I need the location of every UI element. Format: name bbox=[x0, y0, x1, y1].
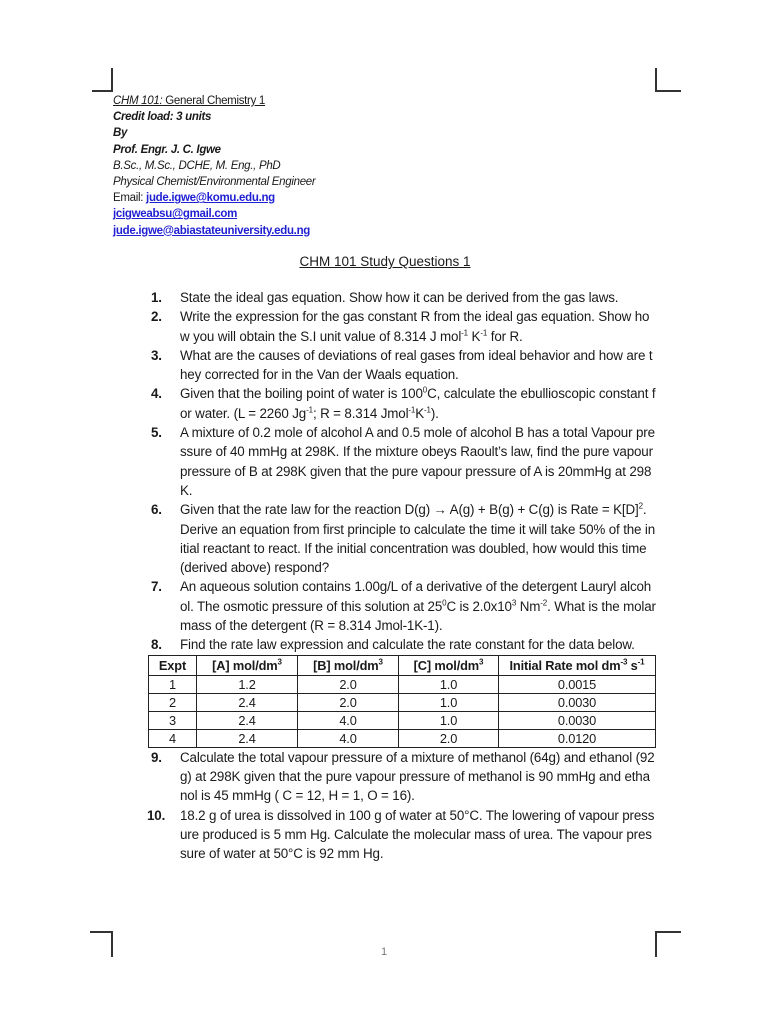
crop-mark-top-left bbox=[92, 68, 113, 92]
question-text: What are the causes of deviations of real gases from ideal behavior and how are they corrected for in the Van der Waals equation. bbox=[180, 347, 653, 383]
col-header-c: [C] mol/$dm^3$ bbox=[399, 655, 499, 675]
table-cell: 2.4 bbox=[197, 729, 298, 747]
question-number: 9. bbox=[151, 749, 162, 765]
question-number: 4. bbox=[151, 386, 162, 402]
question-number: 2. bbox=[151, 309, 162, 325]
question-7 bbox=[151, 577, 657, 635]
email-label: Email: bbox=[113, 192, 147, 205]
table-cell: 0.0030 bbox=[499, 693, 656, 711]
table-row bbox=[149, 729, 656, 747]
table-row bbox=[149, 693, 656, 711]
author-role: Physical Chemist/Environmental Engineer bbox=[113, 176, 316, 189]
table-cell: 1.0 bbox=[399, 675, 499, 693]
question-text: Calculate the total vapour pressure of a mixture of methanol (64g) and ethanol (92g) at 298K given that the pure vapour pressure of methanol is 90 mmHg and ethanol is 45 mmHg ( C = 12, H = 1, O = 16). bbox=[180, 749, 655, 804]
table-cell: 2.0 bbox=[298, 693, 399, 711]
rate-data-table bbox=[148, 655, 656, 748]
question-text: 18.2 g of urea is dissolved in 100 g of water at 50°C. The lowering of vapour pressure produced is 5 mm Hg. Calculate the molecular mass of urea. The vapour pressure of water at 50°C is 92 mm Hg. bbox=[180, 807, 655, 862]
email-link-3[interactable]: jude.igwe@abiastateuniversity.edu.ng bbox=[113, 224, 311, 237]
table-cell: 2.4 bbox=[197, 693, 298, 711]
table-cell: 4 bbox=[149, 729, 197, 747]
col-header-b: [B] mol/$dm^3$ bbox=[298, 655, 399, 675]
table-cell: 0.0120 bbox=[499, 729, 656, 747]
col-header-rate: Initial Rate mol $dm^{-3}$ $s^{-1}$ bbox=[499, 655, 656, 675]
table-cell: 1.2 bbox=[197, 675, 298, 693]
question-list bbox=[147, 288, 657, 863]
question-3 bbox=[151, 346, 657, 385]
question-number: 8. bbox=[151, 637, 162, 653]
question-text: Find the rate law expression and calculate the rate constant for the data below. bbox=[180, 637, 635, 653]
table-cell: 2.4 bbox=[197, 711, 298, 729]
question-text: A mixture of 0.2 mole of alcohol A and 0.5 mole of alcohol B has a total Vapour pressure of 40 mmHg at 298K. If the mixture obeys Raoult’s law, find the pure vapour pressure of B at 298K given that the pure vapour pressure of A is 20mmHg at 298K. bbox=[180, 425, 655, 498]
question-8 bbox=[151, 635, 657, 654]
crop-mark-top-right bbox=[655, 68, 681, 92]
question-9 bbox=[151, 748, 657, 806]
table-row bbox=[149, 675, 656, 693]
course-line bbox=[113, 93, 533, 109]
col-header-expt: Expt bbox=[149, 655, 197, 675]
question-number: 3. bbox=[151, 347, 162, 363]
document-title: CHM 101 Study Questions 1 bbox=[299, 254, 471, 269]
table-cell: 0.0015 bbox=[499, 675, 656, 693]
col-header-a: [A] mol/$dm^3$ bbox=[197, 655, 298, 675]
question-number: 10. bbox=[147, 807, 166, 823]
email-link-1[interactable]: jude.igwe@komu.edu.ng bbox=[146, 192, 275, 205]
author-qualifications: B.Sc., M.Sc., DCHE, M. Eng., PhD bbox=[113, 159, 281, 172]
email-line bbox=[113, 190, 533, 206]
question-text: State the ideal gas equation. Show how it can be derived from the gas laws. bbox=[180, 290, 619, 305]
course-code: CHM 101: bbox=[113, 95, 163, 107]
question-4 bbox=[151, 384, 657, 423]
question-6 bbox=[151, 500, 657, 577]
table-cell: 2.0 bbox=[399, 729, 499, 747]
table-cell: 2 bbox=[149, 693, 197, 711]
table-cell: 1 bbox=[149, 675, 197, 693]
table-cell: 2.0 bbox=[298, 675, 399, 693]
credit-load: Credit load: 3 units bbox=[113, 111, 212, 124]
page-number: 1 bbox=[380, 946, 388, 958]
crop-mark-bottom-right bbox=[655, 931, 681, 957]
question-10 bbox=[147, 806, 657, 864]
document-header bbox=[113, 93, 533, 239]
table-cell: 1.0 bbox=[399, 711, 499, 729]
question-text: Write the expression for the gas constant R from the ideal gas equation. Show how you will obtain the S.I unit value of 8.314 J mol$^{-1}$ $K^{-1}$ for R. bbox=[180, 309, 650, 344]
email-link-2[interactable]: jcigweabsu@gmail.com bbox=[113, 208, 238, 221]
table-row bbox=[149, 711, 656, 729]
question-1 bbox=[151, 288, 657, 307]
course-name: General Chemistry 1 bbox=[162, 95, 266, 107]
question-number: 5. bbox=[151, 425, 162, 441]
author-name: Prof. Engr. J. C. Igwe bbox=[113, 143, 221, 156]
table-cell: 4.0 bbox=[298, 711, 399, 729]
question-text: An aqueous solution contains 1.00g/L of a derivative of the detergent Lauryl alcohol. The osmotic pressure of this solution at $25^0C$ is $2.0x10^3$ $Nm^{-2}$. What is the molar mass of the detergent (R = 8.314 Jmol-1K-1). bbox=[180, 579, 656, 634]
table-cell: 0.0030 bbox=[499, 711, 656, 729]
question-text: Given that the boiling point of water is $100^0C$, calculate the ebullioscopic constant for water. (L = 2260 $Jg^{-1}$; R = 8.314 $Jmol^{-1}K^{-1}$). bbox=[180, 386, 656, 421]
question-number: 6. bbox=[151, 502, 162, 518]
table-header-row bbox=[149, 655, 656, 675]
question-2 bbox=[151, 307, 657, 346]
table-cell: 4.0 bbox=[298, 729, 399, 747]
table-cell: 1.0 bbox=[399, 693, 499, 711]
table-cell: 3 bbox=[149, 711, 197, 729]
question-text: Given that the rate law for the reaction D(g) → A(g) + B(g) + C(g) is Rate = $K[D]^2$. Derive an equation from first principle to calculate the time it will take 50% of the initial reactant to react. If the initial concentration was doubled, how would this time (derived above) respond? bbox=[180, 501, 656, 576]
question-number: 7. bbox=[151, 579, 162, 595]
crop-mark-bottom-left bbox=[90, 931, 113, 957]
question-5 bbox=[151, 423, 657, 500]
question-number: 1. bbox=[151, 290, 162, 305]
by-label: By bbox=[113, 127, 128, 140]
